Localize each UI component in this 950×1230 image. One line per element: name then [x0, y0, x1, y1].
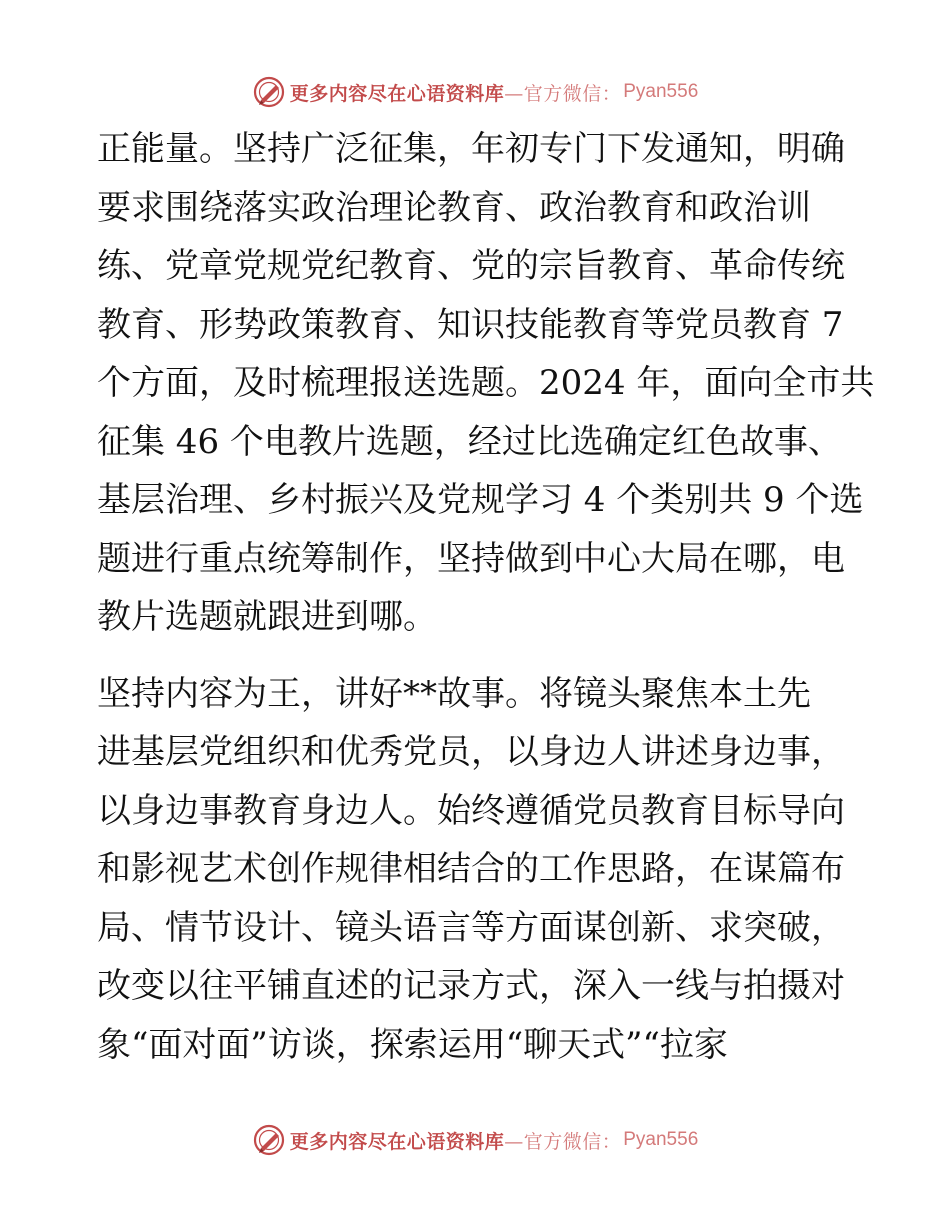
- paragraph-2: [97, 665, 857, 1075]
- paragraph-1: [97, 120, 875, 647]
- pen-seal-icon: [252, 75, 286, 109]
- watermark-brand: 更多内容尽在心语资料库: [289, 82, 505, 105]
- watermark-code: Pyan556: [623, 1129, 699, 1150]
- text-line: 和影视艺术创作规律相结合的工作思路，在谋篇布: [97, 849, 845, 889]
- text-line: 教片选题就跟进到哪。: [97, 597, 437, 637]
- watermark-label: —官方微信：: [504, 82, 622, 105]
- watermark-brand: 更多内容尽在心语资料库: [289, 1130, 505, 1153]
- text-line: 基层治理、乡村振兴及党规学习 4 个类别共 9 个选: [97, 480, 864, 520]
- header-watermark: [0, 72, 950, 112]
- text-line: 以身边事教育身边人。始终遵循党员教育目标导向: [97, 790, 845, 831]
- text-line: 征集 46 个电教片选题，经过比选确定红色故事、: [97, 421, 842, 462]
- text-line: 改变以往平铺直述的记录方式，深入一线与拍摄对: [97, 966, 845, 1006]
- text-line: 正能量。坚持广泛征集，年初专门下发通知，明确: [97, 129, 845, 169]
- footer-watermark: [0, 1120, 950, 1160]
- watermark-code: Pyan556: [623, 81, 699, 102]
- text-line: 教育、形势政策教育、知识技能教育等党员教育 7: [97, 304, 844, 345]
- text-line: 个方面，及时梳理报送选题。2024 年，面向全市共: [97, 363, 875, 403]
- pen-seal-icon: [252, 1123, 286, 1157]
- text-line: 练、党章党规党纪教育、党的宗旨教育、革命传统: [97, 246, 845, 286]
- text-line: 坚持内容为王，讲好**故事。将镜头聚焦本土先: [97, 673, 811, 714]
- text-line: 题进行重点统筹制作，坚持做到中心大局在哪，电: [97, 538, 845, 579]
- body-text: [97, 120, 875, 1074]
- text-line: 局、情节设计、镜头语言等方面谋创新、求突破，: [97, 907, 845, 948]
- text-line: 象“面对面”访谈，探索运用“聊天式”“拉家: [97, 1024, 728, 1065]
- watermark-label: —官方微信：: [504, 1130, 622, 1153]
- text-line: 要求围绕落实政治理论教育、政治教育和政治训: [97, 187, 811, 228]
- text-line: 进基层党组织和优秀党员，以身边人讲述身边事，: [97, 732, 845, 772]
